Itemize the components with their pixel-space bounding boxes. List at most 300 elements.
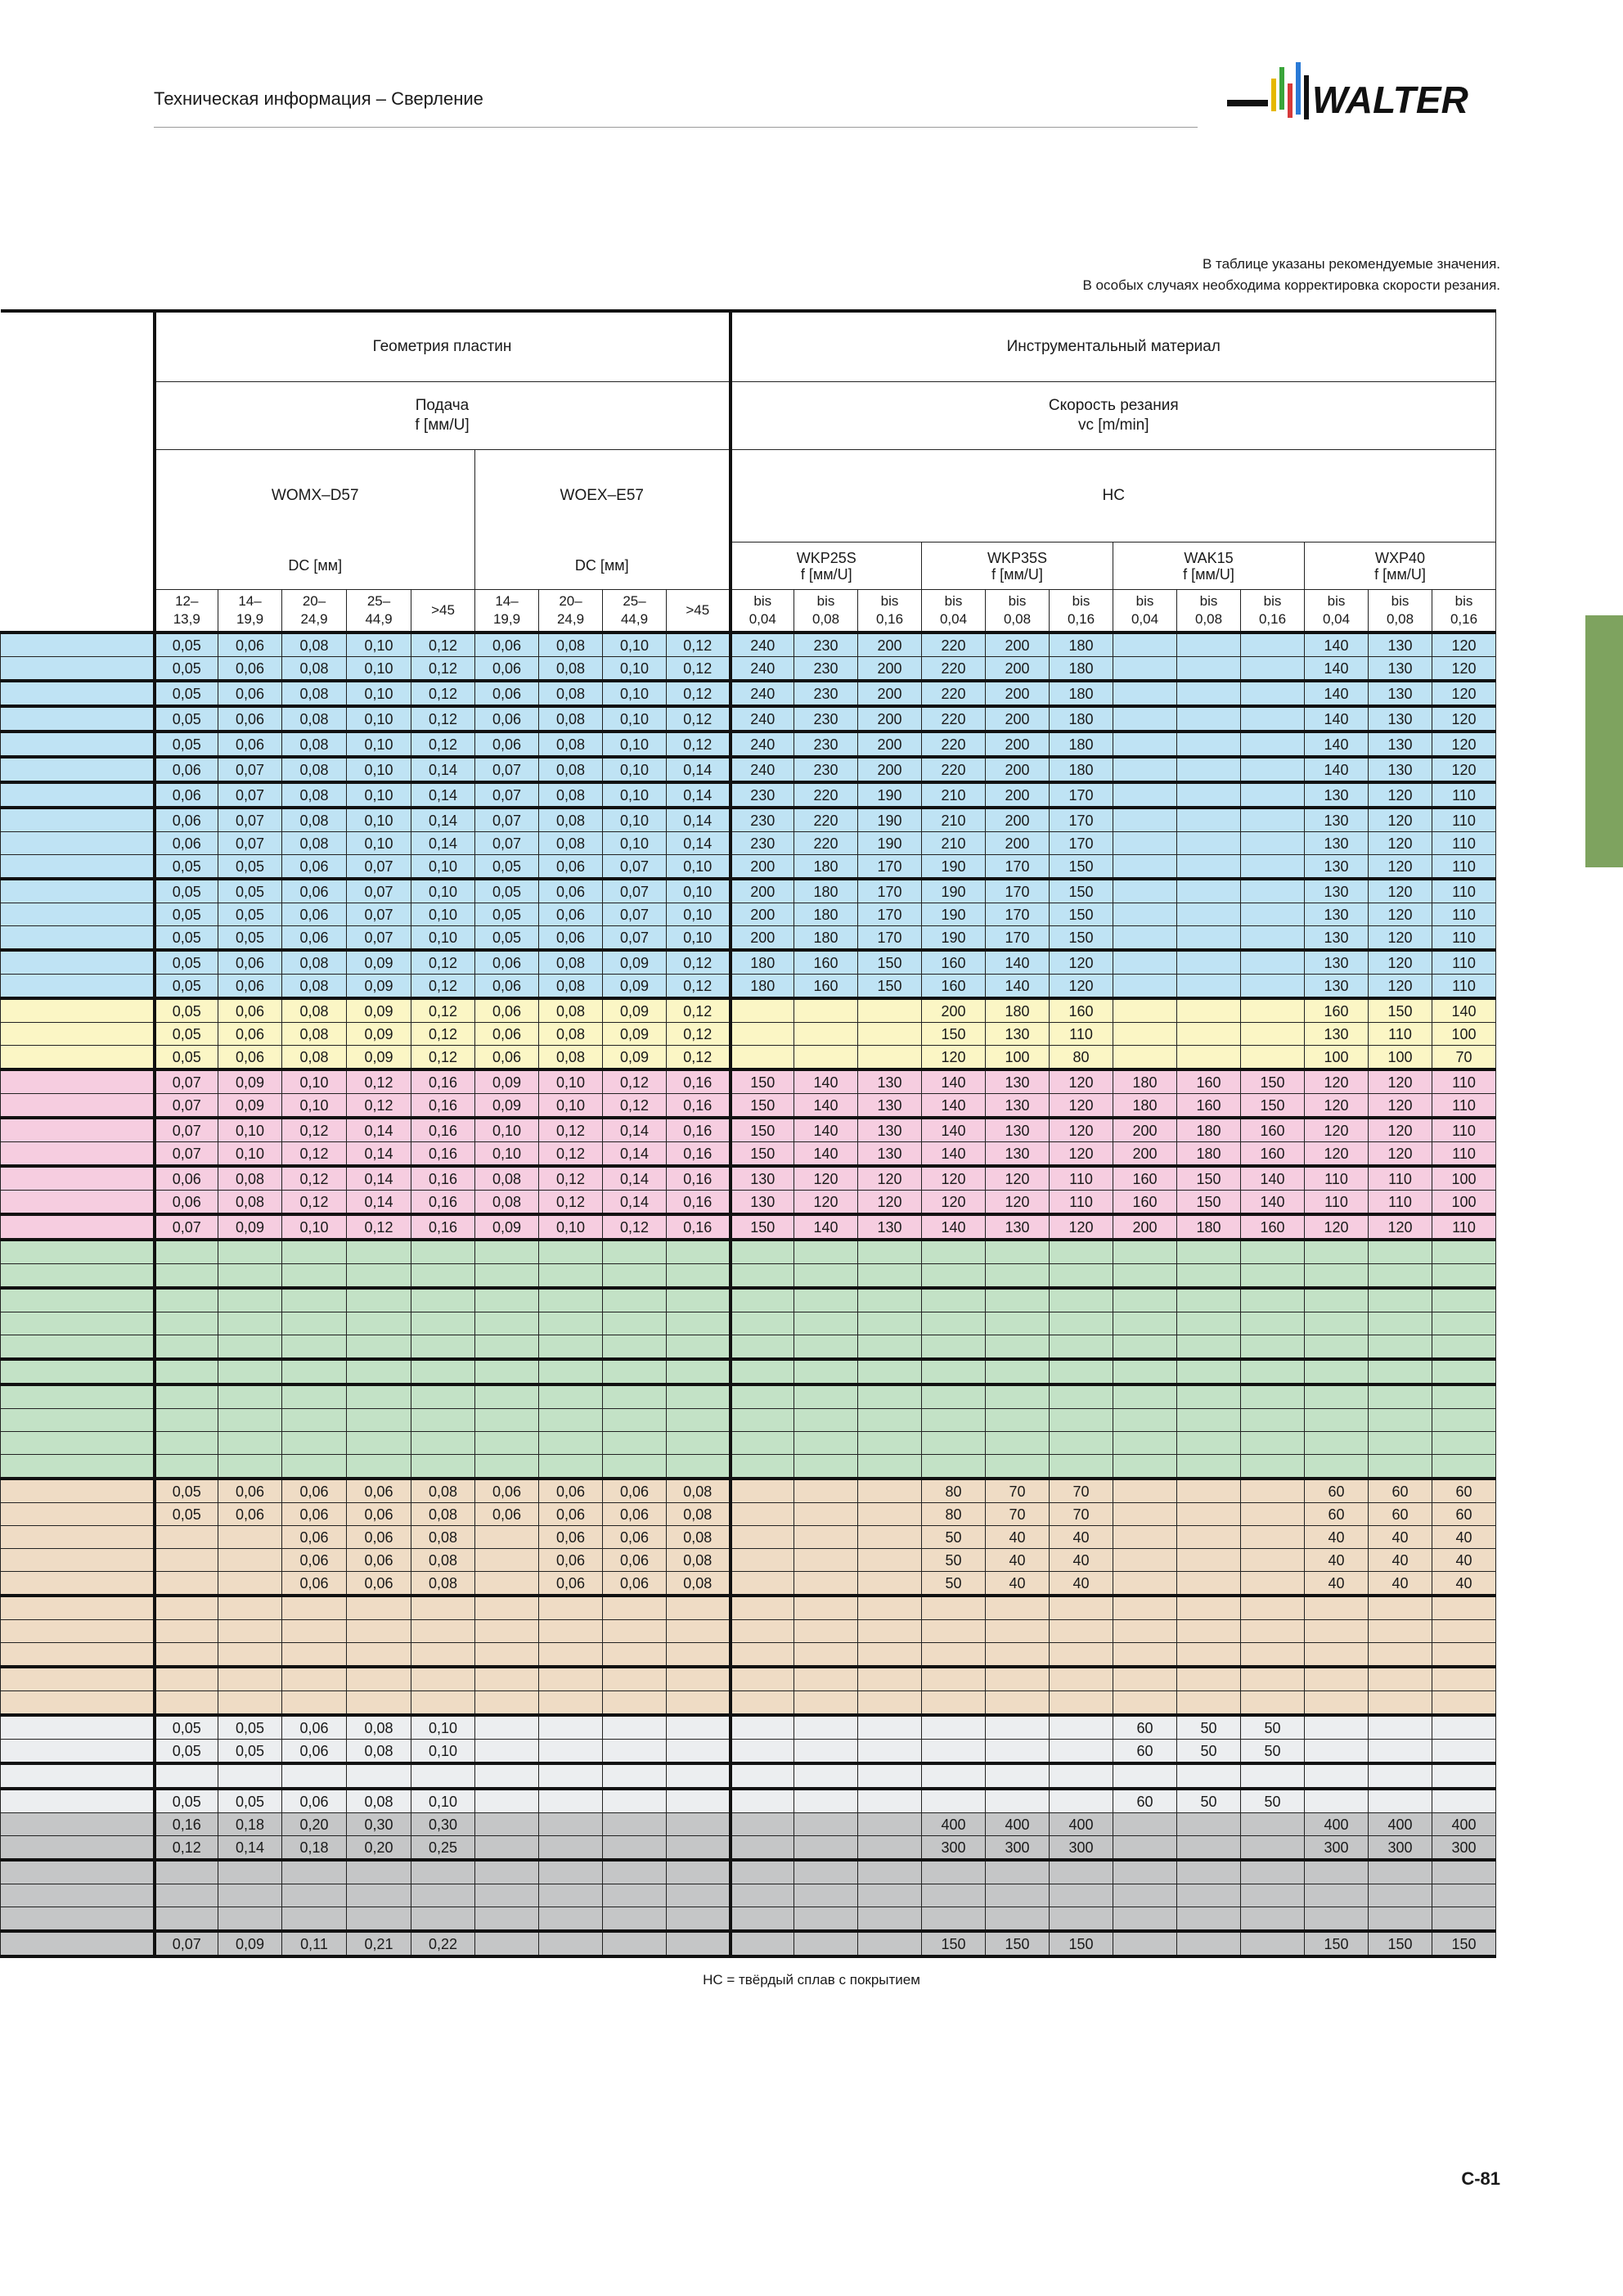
table-row bbox=[1, 1740, 1496, 1764]
table-cell: 0,16 bbox=[411, 1142, 475, 1167]
table-cell: 150 bbox=[922, 1931, 986, 1956]
table-cell bbox=[603, 1860, 667, 1884]
table-cell: 190 bbox=[858, 832, 922, 855]
table-cell bbox=[475, 1836, 539, 1861]
table-cell bbox=[1241, 1931, 1305, 1956]
table-cell: 160 bbox=[1305, 998, 1369, 1023]
notes bbox=[1082, 254, 1500, 296]
table-cell: 0,10 bbox=[347, 808, 411, 832]
table-cell bbox=[1177, 1312, 1241, 1335]
table-cell bbox=[1241, 998, 1305, 1023]
table-cell: 0,14 bbox=[411, 757, 475, 782]
column-subheader-line: 0,16 bbox=[1067, 611, 1095, 627]
table-cell: 180 bbox=[1177, 1214, 1241, 1240]
table-cell: 0,08 bbox=[282, 1046, 347, 1070]
table-cell bbox=[347, 1620, 411, 1643]
material-cell bbox=[1, 1763, 155, 1789]
table-cell: 0,08 bbox=[667, 1503, 731, 1526]
table-cell: 120 bbox=[1050, 1142, 1113, 1167]
table-cell bbox=[858, 1931, 922, 1956]
table-cell: 0,06 bbox=[603, 1526, 667, 1549]
table-cell: 0,10 bbox=[603, 732, 667, 757]
table-cell: 0,14 bbox=[218, 1836, 282, 1861]
table-cell bbox=[858, 1620, 922, 1643]
table-cell: 0,12 bbox=[539, 1118, 603, 1142]
table-cell: 0,05 bbox=[475, 855, 539, 880]
table-cell bbox=[858, 1455, 922, 1479]
table-cell: 0,10 bbox=[411, 855, 475, 880]
table-cell bbox=[794, 1312, 858, 1335]
table-cell: 120 bbox=[1369, 1069, 1432, 1094]
table-cell bbox=[731, 1596, 794, 1620]
table-cell: 0,12 bbox=[411, 1046, 475, 1070]
material-cell bbox=[1, 1740, 155, 1764]
table-cell bbox=[539, 1240, 603, 1264]
table-cell: 0,21 bbox=[347, 1931, 411, 1956]
table-cell: 120 bbox=[1369, 1094, 1432, 1119]
table-cell: 0,05 bbox=[155, 1715, 218, 1740]
table-cell: 140 bbox=[922, 1214, 986, 1240]
table-cell: 100 bbox=[1432, 1166, 1496, 1191]
table-cell: 50 bbox=[922, 1526, 986, 1549]
table-row bbox=[1, 633, 1496, 657]
table-cell: 130 bbox=[986, 1118, 1050, 1142]
table-cell: 0,05 bbox=[155, 1046, 218, 1070]
table-row bbox=[1, 950, 1496, 975]
table-cell bbox=[667, 1264, 731, 1289]
column-subheader-line: 0,08 bbox=[1003, 611, 1032, 627]
table-cell bbox=[1241, 1620, 1305, 1643]
material-cell bbox=[1, 998, 155, 1023]
table-row bbox=[1, 1789, 1496, 1813]
table-cell: 110 bbox=[1432, 975, 1496, 999]
table-row bbox=[1, 1596, 1496, 1620]
table-cell bbox=[922, 1240, 986, 1264]
table-cell bbox=[731, 998, 794, 1023]
table-cell bbox=[1177, 1643, 1241, 1668]
table-cell: 100 bbox=[1369, 1046, 1432, 1070]
table-cell bbox=[539, 1455, 603, 1479]
table-cell: 140 bbox=[794, 1118, 858, 1142]
column-subheader-line: 0,04 bbox=[749, 611, 776, 627]
table-cell bbox=[1113, 1643, 1177, 1668]
table-cell bbox=[1369, 1860, 1432, 1884]
table-cell bbox=[731, 1667, 794, 1691]
table-cell: 200 bbox=[986, 782, 1050, 808]
table-cell: 140 bbox=[1305, 757, 1369, 782]
table-cell: 0,10 bbox=[347, 832, 411, 855]
table-row bbox=[1, 1264, 1496, 1289]
material-cell bbox=[1, 1479, 155, 1503]
table-cell: 0,14 bbox=[347, 1118, 411, 1142]
table-cell: 0,08 bbox=[475, 1191, 539, 1215]
table-cell bbox=[1305, 1860, 1369, 1884]
table-cell bbox=[1113, 1860, 1177, 1884]
table-cell bbox=[667, 1740, 731, 1764]
column-subheader-line: 20– bbox=[302, 593, 326, 609]
table-cell: 0,10 bbox=[603, 757, 667, 782]
table-cell bbox=[347, 1240, 411, 1264]
table-cell bbox=[347, 1409, 411, 1432]
table-cell: 0,16 bbox=[411, 1094, 475, 1119]
table-cell bbox=[1432, 1409, 1496, 1432]
table-cell bbox=[1432, 1789, 1496, 1813]
table-cell: 240 bbox=[731, 657, 794, 682]
table-cell bbox=[1432, 1691, 1496, 1716]
column-subheader-line: 0,16 bbox=[875, 611, 904, 627]
table-cell: 0,07 bbox=[155, 1931, 218, 1956]
table-cell: 200 bbox=[986, 633, 1050, 657]
table-cell bbox=[218, 1596, 282, 1620]
table-cell: 0,06 bbox=[282, 1572, 347, 1596]
table-cell bbox=[1432, 1432, 1496, 1455]
table-cell: 0,06 bbox=[539, 879, 603, 903]
table-cell: 150 bbox=[1432, 1931, 1496, 1956]
table-cell bbox=[858, 1288, 922, 1312]
table-cell: 180 bbox=[794, 879, 858, 903]
table-cell: 0,14 bbox=[411, 832, 475, 855]
table-cell: 190 bbox=[858, 808, 922, 832]
table-cell bbox=[1241, 732, 1305, 757]
table-cell: 0,08 bbox=[667, 1479, 731, 1503]
table-cell bbox=[1369, 1763, 1432, 1789]
table-cell bbox=[1177, 1596, 1241, 1620]
table-cell: 150 bbox=[1050, 1931, 1113, 1956]
table-cell bbox=[1369, 1359, 1432, 1384]
table-cell bbox=[1113, 1503, 1177, 1526]
table-cell: 0,12 bbox=[667, 681, 731, 706]
column-subheader-line: bis bbox=[1327, 593, 1346, 609]
table-cell: 220 bbox=[922, 757, 986, 782]
material-cell bbox=[1, 1432, 155, 1455]
column-subheader-line: 0,04 bbox=[1131, 611, 1159, 627]
blank-cell bbox=[1, 542, 155, 590]
table-cell: 0,06 bbox=[282, 1526, 347, 1549]
table-cell: 140 bbox=[1305, 732, 1369, 757]
table-cell: 120 bbox=[1369, 808, 1432, 832]
table-cell: 0,16 bbox=[155, 1813, 218, 1836]
table-cell bbox=[1050, 1740, 1113, 1764]
table-cell: 190 bbox=[922, 926, 986, 951]
column-subheader-line: 0,16 bbox=[1258, 611, 1287, 627]
material-cell bbox=[1, 903, 155, 926]
table-cell bbox=[922, 1335, 986, 1360]
table-cell bbox=[731, 1526, 794, 1549]
table-cell bbox=[667, 1335, 731, 1360]
table-cell bbox=[794, 1264, 858, 1289]
table-cell bbox=[1241, 950, 1305, 975]
table-cell: 0,12 bbox=[603, 1214, 667, 1240]
table-cell: 0,12 bbox=[411, 633, 475, 657]
table-cell bbox=[1369, 1789, 1432, 1813]
table-cell bbox=[1177, 879, 1241, 903]
table-cell bbox=[986, 1335, 1050, 1360]
table-cell: 220 bbox=[794, 832, 858, 855]
table-cell: 0,16 bbox=[411, 1166, 475, 1191]
table-cell: 0,06 bbox=[155, 782, 218, 808]
table-cell bbox=[794, 1860, 858, 1884]
table-cell bbox=[603, 1691, 667, 1716]
table-cell bbox=[1241, 782, 1305, 808]
table-cell: 0,05 bbox=[155, 998, 218, 1023]
table-cell bbox=[411, 1763, 475, 1789]
material-cell bbox=[1, 1069, 155, 1094]
grade-name: WAK15 bbox=[1184, 549, 1234, 566]
table-cell bbox=[603, 1884, 667, 1907]
table-cell bbox=[922, 1907, 986, 1932]
table-cell bbox=[922, 1884, 986, 1907]
material-cell bbox=[1, 782, 155, 808]
table-row bbox=[1, 879, 1496, 903]
table-cell bbox=[922, 1740, 986, 1764]
table-cell: 170 bbox=[858, 855, 922, 880]
table-cell bbox=[1241, 879, 1305, 903]
table-cell: 110 bbox=[1432, 808, 1496, 832]
table-cell bbox=[986, 1667, 1050, 1691]
table-cell bbox=[218, 1907, 282, 1932]
table-cell: 50 bbox=[1241, 1740, 1305, 1764]
table-cell: 0,10 bbox=[347, 782, 411, 808]
table-cell bbox=[155, 1409, 218, 1432]
table-cell: 0,06 bbox=[603, 1549, 667, 1572]
table-cell bbox=[731, 1409, 794, 1432]
table-cell: 0,05 bbox=[475, 879, 539, 903]
table-cell bbox=[282, 1620, 347, 1643]
table-cell bbox=[1113, 1526, 1177, 1549]
table-cell bbox=[1050, 1667, 1113, 1691]
table-cell bbox=[1432, 1455, 1496, 1479]
table-cell: 0,07 bbox=[155, 1094, 218, 1119]
table-cell bbox=[411, 1409, 475, 1432]
table-cell: 120 bbox=[1369, 855, 1432, 880]
table-cell bbox=[475, 1572, 539, 1596]
table-cell bbox=[1177, 1409, 1241, 1432]
table-cell: 400 bbox=[1305, 1813, 1369, 1836]
column-subheader-line: 12– bbox=[175, 593, 199, 609]
table-cell: 120 bbox=[1432, 706, 1496, 732]
table-cell: 0,08 bbox=[667, 1526, 731, 1549]
table-cell bbox=[922, 1312, 986, 1335]
table-cell bbox=[1050, 1288, 1113, 1312]
table-cell: 180 bbox=[986, 998, 1050, 1023]
table-cell: 0,12 bbox=[667, 975, 731, 999]
table-cell: 140 bbox=[1241, 1191, 1305, 1215]
column-subheader-line: 0,08 bbox=[1386, 611, 1414, 627]
table-cell bbox=[1177, 732, 1241, 757]
table-cell bbox=[1432, 1384, 1496, 1409]
table-cell: 140 bbox=[1305, 633, 1369, 657]
table-cell: 0,10 bbox=[603, 782, 667, 808]
table-cell bbox=[1050, 1455, 1113, 1479]
table-cell bbox=[539, 1643, 603, 1668]
table-cell bbox=[1305, 1240, 1369, 1264]
table-cell bbox=[411, 1335, 475, 1360]
table-cell: 0,10 bbox=[667, 855, 731, 880]
grade-header bbox=[1305, 542, 1496, 590]
table-cell: 140 bbox=[794, 1142, 858, 1167]
material-cell bbox=[1, 1023, 155, 1046]
table-cell bbox=[794, 1549, 858, 1572]
table-cell bbox=[1113, 706, 1177, 732]
table-cell bbox=[794, 1240, 858, 1264]
table-cell: 150 bbox=[1050, 855, 1113, 880]
table-cell: 0,05 bbox=[218, 926, 282, 951]
material-cell bbox=[1, 1691, 155, 1716]
table-cell: 130 bbox=[1369, 681, 1432, 706]
table-cell: 0,08 bbox=[539, 1046, 603, 1070]
table-cell bbox=[794, 1359, 858, 1384]
table-cell: 0,06 bbox=[475, 732, 539, 757]
grade-unit: f [мм/U] bbox=[1183, 565, 1234, 583]
table-cell: 0,05 bbox=[155, 926, 218, 951]
column-subheader bbox=[667, 590, 731, 633]
table-cell bbox=[1305, 1596, 1369, 1620]
table-cell bbox=[1369, 1620, 1432, 1643]
table-row bbox=[1, 1643, 1496, 1668]
table-cell bbox=[347, 1907, 411, 1932]
table-cell bbox=[794, 1667, 858, 1691]
table-cell bbox=[794, 1907, 858, 1932]
table-cell: 0,09 bbox=[347, 975, 411, 999]
walter-logo-graphic bbox=[1227, 59, 1502, 134]
table-cell: 0,07 bbox=[218, 757, 282, 782]
table-cell bbox=[1050, 1860, 1113, 1884]
table-cell bbox=[731, 1046, 794, 1070]
table-cell bbox=[475, 1264, 539, 1289]
table-cell: 0,06 bbox=[282, 1479, 347, 1503]
material-cell bbox=[1, 1836, 155, 1861]
table-cell: 0,05 bbox=[155, 950, 218, 975]
table-cell: 40 bbox=[1305, 1572, 1369, 1596]
table-cell bbox=[731, 1572, 794, 1596]
material-cell bbox=[1, 1813, 155, 1836]
table-cell bbox=[1241, 657, 1305, 682]
table-cell: 130 bbox=[731, 1191, 794, 1215]
table-cell bbox=[1241, 1596, 1305, 1620]
column-subheader bbox=[539, 590, 603, 633]
table-cell: 0,14 bbox=[347, 1166, 411, 1191]
table-cell: 0,06 bbox=[475, 681, 539, 706]
table-cell: 0,12 bbox=[539, 1142, 603, 1167]
table-cell bbox=[1241, 1643, 1305, 1668]
table-cell: 200 bbox=[731, 926, 794, 951]
table-cell bbox=[1305, 1643, 1369, 1668]
table-cell bbox=[603, 1455, 667, 1479]
column-subheader-line: 0,08 bbox=[1194, 611, 1223, 627]
table-cell: 110 bbox=[1432, 1118, 1496, 1142]
table-cell bbox=[1369, 1884, 1432, 1907]
table-cell: 150 bbox=[858, 975, 922, 999]
table-cell: 110 bbox=[1050, 1166, 1113, 1191]
table-cell bbox=[155, 1526, 218, 1549]
table-cell: 0,06 bbox=[218, 975, 282, 999]
table-cell bbox=[1177, 926, 1241, 951]
table-cell bbox=[922, 1359, 986, 1384]
table-cell bbox=[794, 1335, 858, 1360]
table-cell bbox=[1369, 1432, 1432, 1455]
table-cell bbox=[731, 1860, 794, 1884]
table-cell bbox=[858, 998, 922, 1023]
table-cell bbox=[858, 1836, 922, 1861]
table-cell: 0,07 bbox=[155, 1214, 218, 1240]
table-cell: 0,16 bbox=[411, 1069, 475, 1094]
table-cell: 0,12 bbox=[347, 1094, 411, 1119]
table-cell: 0,10 bbox=[347, 633, 411, 657]
column-subheader-line: bis bbox=[1263, 593, 1282, 609]
table-cell bbox=[986, 1763, 1050, 1789]
table-cell: 0,09 bbox=[347, 950, 411, 975]
table-cell bbox=[986, 1789, 1050, 1813]
table-cell: 0,06 bbox=[155, 832, 218, 855]
table-cell: 180 bbox=[794, 926, 858, 951]
table-cell bbox=[1177, 1455, 1241, 1479]
table-cell: 120 bbox=[1305, 1214, 1369, 1240]
table-cell bbox=[1177, 633, 1241, 657]
table-row bbox=[1, 681, 1496, 706]
table-cell bbox=[1305, 1789, 1369, 1813]
table-cell bbox=[218, 1455, 282, 1479]
table-cell bbox=[282, 1907, 347, 1932]
table-row bbox=[1, 1931, 1496, 1956]
table-cell bbox=[922, 1763, 986, 1789]
table-cell: 150 bbox=[731, 1214, 794, 1240]
table-cell bbox=[986, 1409, 1050, 1432]
table-cell: 0,05 bbox=[218, 903, 282, 926]
table-row bbox=[1, 732, 1496, 757]
table-cell: 120 bbox=[1305, 1118, 1369, 1142]
table-cell bbox=[731, 1740, 794, 1764]
table-cell: 40 bbox=[1305, 1526, 1369, 1549]
table-cell: 0,08 bbox=[282, 732, 347, 757]
table-cell bbox=[1113, 1455, 1177, 1479]
table-cell: 0,05 bbox=[155, 1503, 218, 1526]
table-cell: 0,14 bbox=[347, 1191, 411, 1215]
table-cell: 120 bbox=[922, 1191, 986, 1215]
table-cell bbox=[155, 1335, 218, 1360]
table-cell: 40 bbox=[986, 1572, 1050, 1596]
column-subheader-line: 0,04 bbox=[1322, 611, 1351, 627]
table-cell bbox=[1369, 1384, 1432, 1409]
table-row bbox=[1, 1667, 1496, 1691]
table-cell: 0,06 bbox=[218, 633, 282, 657]
table-cell bbox=[475, 1884, 539, 1907]
table-cell: 0,05 bbox=[155, 975, 218, 999]
table-cell bbox=[1177, 1288, 1241, 1312]
table-cell bbox=[218, 1312, 282, 1335]
table-cell: 0,06 bbox=[218, 1023, 282, 1046]
table-cell: 0,12 bbox=[667, 998, 731, 1023]
table-row bbox=[1, 808, 1496, 832]
table-cell bbox=[603, 1384, 667, 1409]
column-subheader-line: 44,9 bbox=[365, 611, 393, 627]
table-cell bbox=[794, 1384, 858, 1409]
table-cell: 0,16 bbox=[667, 1069, 731, 1094]
table-cell bbox=[858, 1813, 922, 1836]
table-cell bbox=[411, 1667, 475, 1691]
table-cell bbox=[1305, 1264, 1369, 1289]
table-cell: 0,08 bbox=[411, 1572, 475, 1596]
table-cell bbox=[539, 1813, 603, 1836]
table-cell bbox=[539, 1312, 603, 1335]
table-cell bbox=[603, 1312, 667, 1335]
table-cell bbox=[218, 1763, 282, 1789]
table-cell: 0,10 bbox=[347, 757, 411, 782]
table-cell: 50 bbox=[1177, 1715, 1241, 1740]
table-cell bbox=[603, 1836, 667, 1861]
table-cell bbox=[986, 1312, 1050, 1335]
table-cell bbox=[667, 1860, 731, 1884]
footnote: HC = твёрдый сплав с покрытием bbox=[703, 1972, 920, 1988]
